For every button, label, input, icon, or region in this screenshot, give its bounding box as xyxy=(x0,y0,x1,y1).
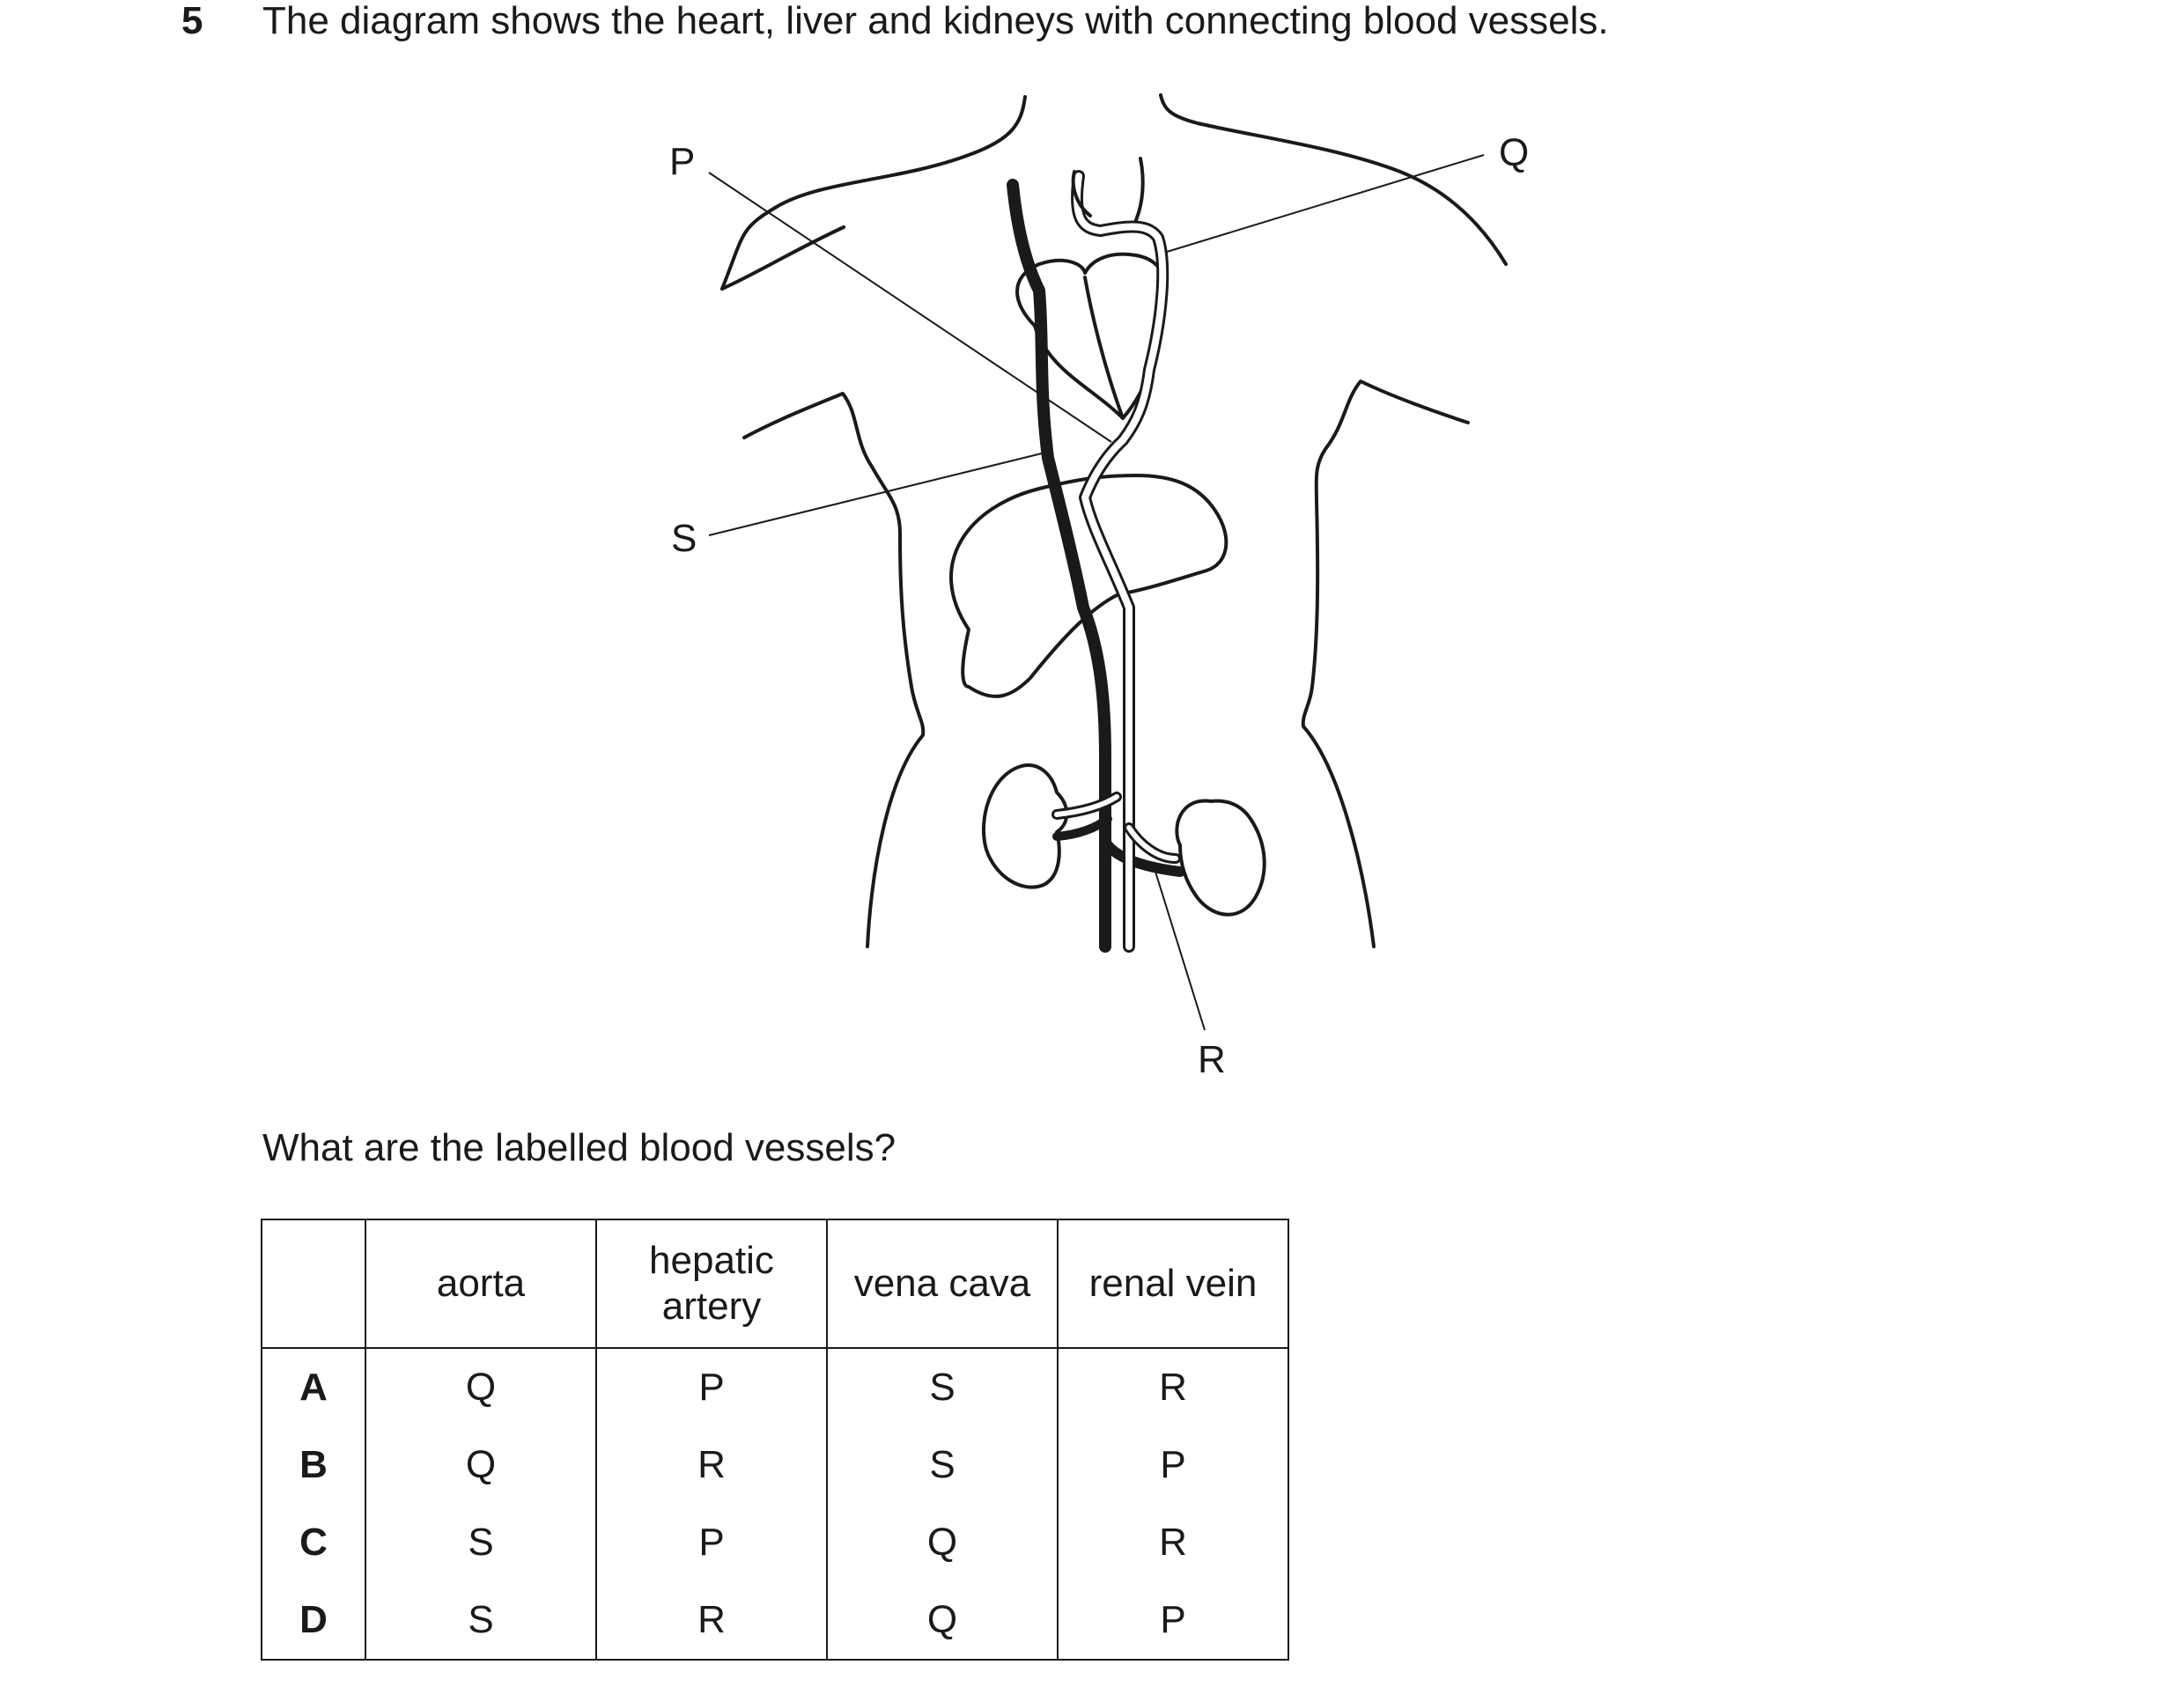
header-hepatic-line1: hepatic xyxy=(649,1239,774,1282)
option-letter: A xyxy=(262,1348,365,1426)
label-p: P xyxy=(669,140,696,183)
header-blank-cell xyxy=(262,1219,365,1348)
cell-hepatic-artery: P xyxy=(596,1504,827,1581)
option-letter: D xyxy=(262,1581,365,1660)
table-header-row xyxy=(262,1219,1288,1348)
left-kidney xyxy=(984,765,1066,888)
header-aorta: aorta xyxy=(365,1219,596,1348)
header-renal-vein: renal vein xyxy=(1058,1219,1288,1348)
heart-chamber-line xyxy=(1085,277,1123,418)
leader-line-s xyxy=(709,451,1052,535)
table-row[interactable] xyxy=(262,1348,1288,1426)
option-letter: C xyxy=(262,1504,365,1581)
shoulder-left-outline xyxy=(722,227,844,289)
label-q: Q xyxy=(1499,131,1530,174)
table-row[interactable] xyxy=(262,1504,1288,1581)
header-hepatic-line2: artery xyxy=(661,1285,762,1328)
leader-line-p xyxy=(709,173,1111,442)
leader-line-q xyxy=(1167,155,1484,252)
right-kidney xyxy=(1177,801,1264,915)
question-number: 5 xyxy=(181,0,203,42)
arm-left-outline xyxy=(744,394,923,947)
neck-left-outline xyxy=(722,97,1025,289)
cell-vena-cava: S xyxy=(827,1348,1058,1426)
header-vena-cava: vena cava xyxy=(827,1219,1058,1348)
label-r: R xyxy=(1198,1038,1226,1081)
cell-aorta: Q xyxy=(365,1348,596,1426)
table-row[interactable] xyxy=(262,1426,1288,1504)
cell-aorta: S xyxy=(365,1504,596,1581)
cell-renal-vein: P xyxy=(1058,1581,1288,1660)
cell-renal-vein: R xyxy=(1058,1504,1288,1581)
cell-aorta: Q xyxy=(365,1426,596,1504)
cell-vena-cava: Q xyxy=(827,1581,1058,1660)
cell-renal-vein: P xyxy=(1058,1426,1288,1504)
cell-vena-cava: Q xyxy=(827,1504,1058,1581)
question-prompt: What are the labelled blood vessels? xyxy=(262,1126,896,1169)
cell-hepatic-artery: P xyxy=(596,1348,827,1426)
question-stem: The diagram shows the heart, liver and kidneys with connecting blood vessels. xyxy=(262,0,1609,42)
cell-hepatic-artery: R xyxy=(596,1426,827,1504)
carotid-right xyxy=(1136,158,1143,220)
answer-table xyxy=(261,1219,1289,1661)
arm-right-outline xyxy=(1303,381,1468,947)
cell-vena-cava: S xyxy=(827,1426,1058,1504)
cell-aorta: S xyxy=(365,1581,596,1660)
option-letter: B xyxy=(262,1426,365,1504)
label-s: S xyxy=(671,517,697,560)
header-hepatic-artery xyxy=(596,1219,827,1348)
cell-renal-vein: R xyxy=(1058,1348,1288,1426)
cell-hepatic-artery: R xyxy=(596,1581,827,1660)
table-row[interactable] xyxy=(262,1581,1288,1660)
